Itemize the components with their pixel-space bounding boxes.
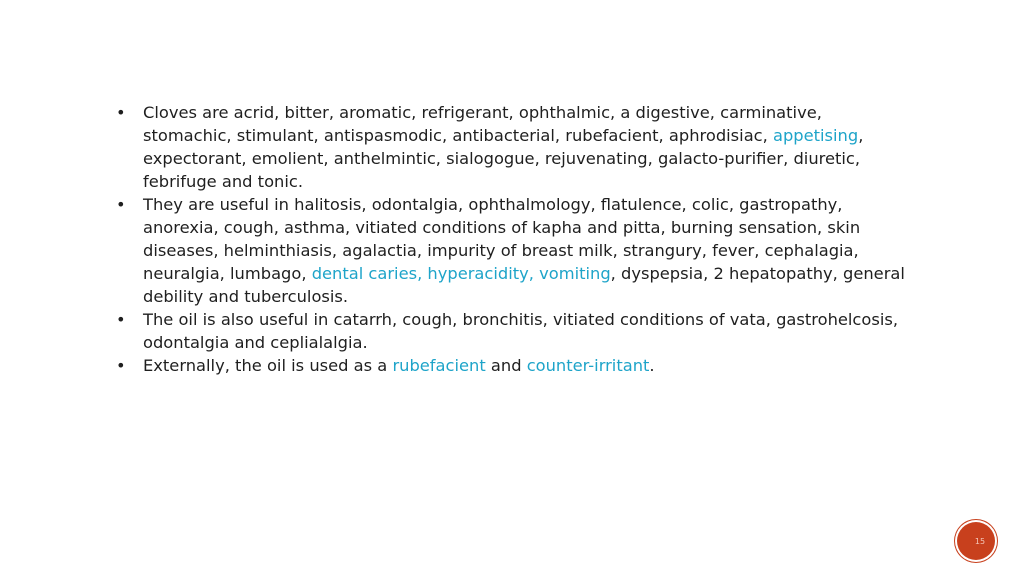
slide-body <box>116 101 906 377</box>
bullet-text: They are useful in halitosis, odontalgia, ophthalmology, flatulence, colic, gastropathy, anorexia, cough, asthma, vitiated conditions of kapha and pitta, burning sensation, skin diseases, helminthiasis, agalactia, impurity of breast milk, strangury, fever, cephalagia, neuralgia, lumbago, <box>143 195 861 283</box>
highlight-text: dental caries, hyperacidity, vomiting <box>311 264 611 283</box>
bullet-text: Externally, the oil is used as a <box>143 356 393 375</box>
bullet-text: , dyspepsia, 2 hepatopathy, general debility and tuberculosis. <box>143 264 905 306</box>
bullet-icon: • <box>116 103 126 122</box>
bullet-item-oil-uses <box>116 308 906 354</box>
highlight-text: counter-irritant <box>526 356 650 375</box>
bullet-item-external-use <box>116 354 906 377</box>
bullet-item-properties <box>116 101 906 193</box>
bullet-text: , expectorant, emolient, anthelmintic, sialogogue, rejuvenating, galacto-purifier, diuretic, febrifuge and tonic. <box>143 126 864 191</box>
highlight-text: rubefacient <box>392 356 486 375</box>
bullet-icon: • <box>116 356 126 375</box>
bullet-text: The oil is also useful in catarrh, cough, bronchitis, vitiated conditions of vata, gastrohelcosis, odontalgia and ceplialalgia. <box>143 310 899 352</box>
bullet-list <box>116 101 906 377</box>
bullet-item-uses <box>116 193 906 308</box>
bullet-icon: • <box>116 310 126 329</box>
bullet-icon: • <box>116 195 126 214</box>
page-number: 15 <box>974 536 986 546</box>
bullet-text: . <box>649 356 655 375</box>
highlight-text: appetising <box>772 126 859 145</box>
bullet-text: Cloves are acrid, bitter, aromatic, refrigerant, ophthalmic, a digestive, carminative, stomachic, stimulant, antispasmodic, antibacterial, rubefacient, aphrodisiac, <box>143 103 822 145</box>
page-number-badge <box>957 522 995 560</box>
bullet-text: and <box>485 356 527 375</box>
